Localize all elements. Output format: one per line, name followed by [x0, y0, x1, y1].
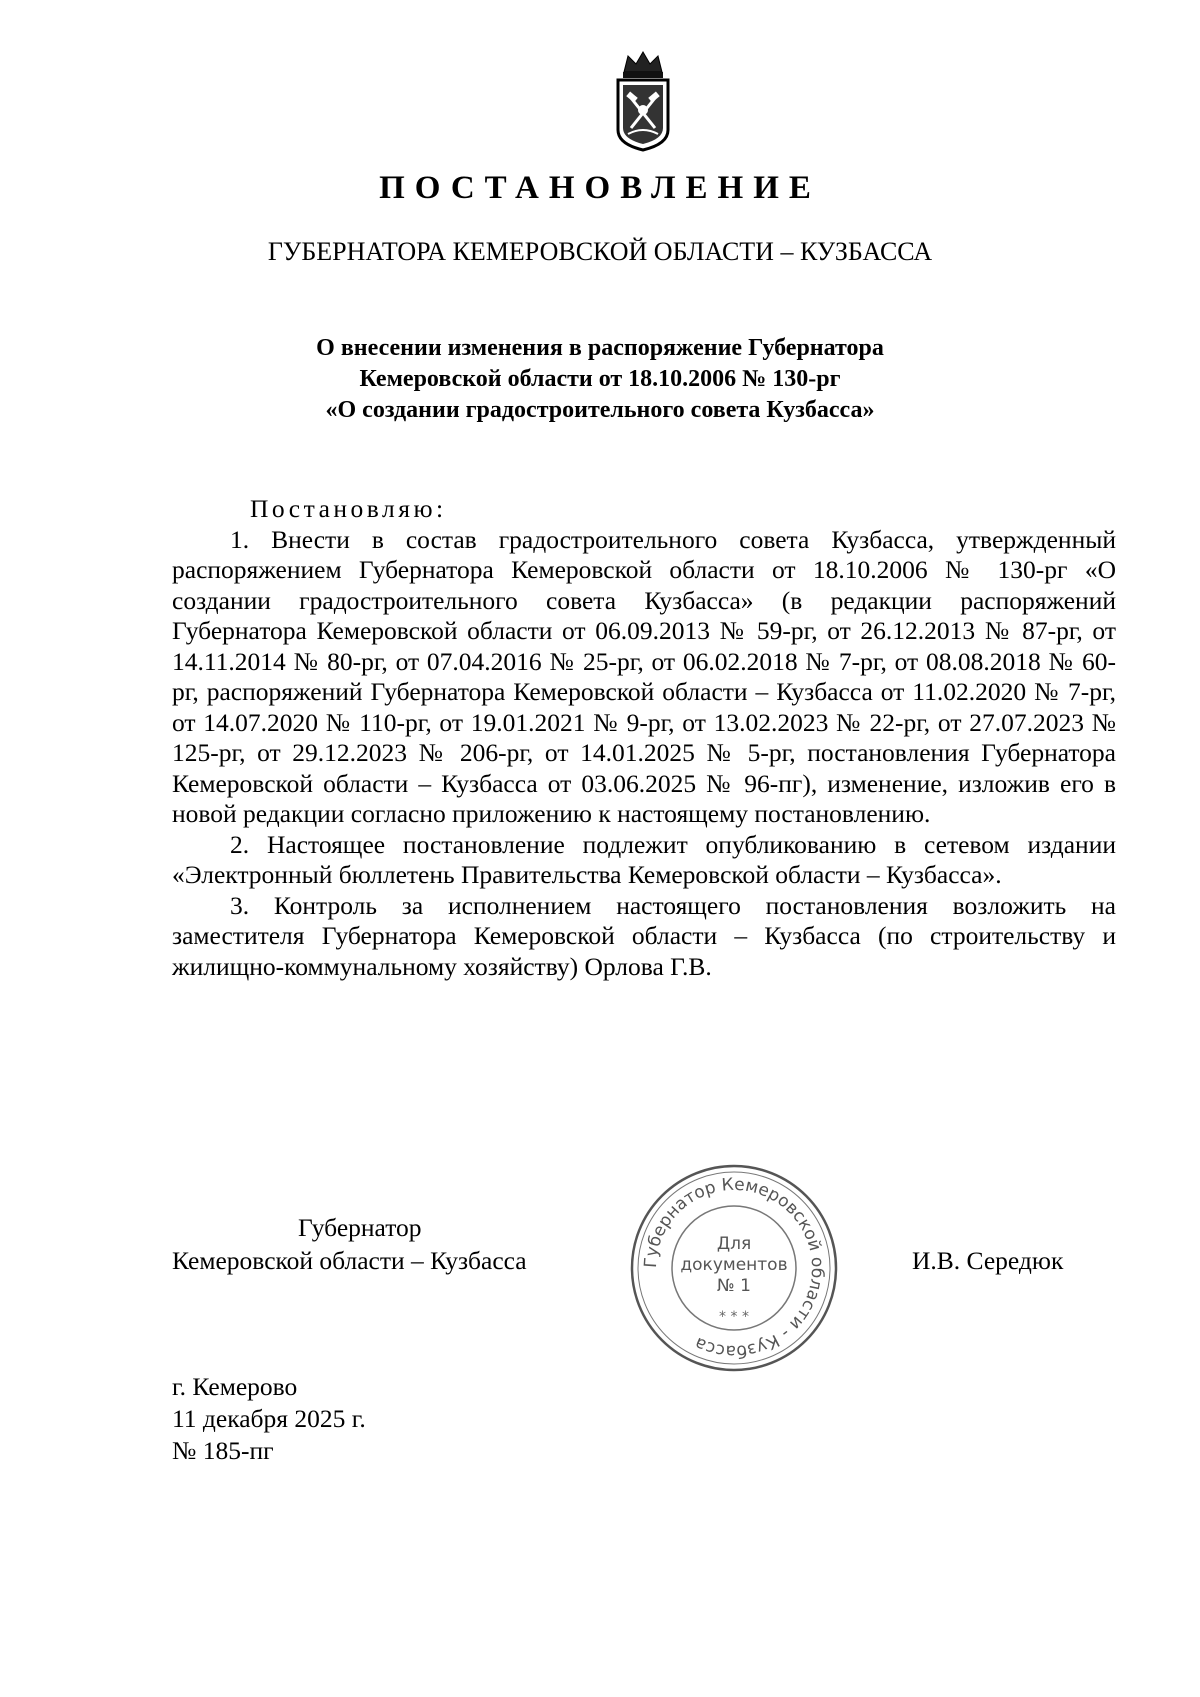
svg-text:Губернатор Кемеровской области: Губернатор Кемеровской области - Кузбасса [640, 1174, 828, 1362]
paragraph-2: 2. Настоящее постановление подлежит опубликованию в сетевом издании «Электронный бюллетень Правительства Кемеровской области – Кузбасса». [172, 829, 1116, 889]
issuer: ГУБЕРНАТОРА КЕМЕРОВСКОЙ ОБЛАСТИ – КУЗБАССА [267, 237, 933, 266]
signatory-organization: Кемеровской области – Кузбасса [172, 1246, 527, 1275]
document-type: ПОСТАНОВЛЕНИЕ [379, 170, 821, 206]
issue-date: 11 декабря 2025 г. [172, 1404, 366, 1433]
issue-city: г. Кемерово [172, 1372, 298, 1401]
signatory-name: И.В. Середюк [912, 1246, 1064, 1275]
official-seal [629, 1163, 839, 1373]
document-body [172, 494, 1116, 982]
subject-line-1: О внесении изменения в распоряжение Губернатора [316, 335, 884, 361]
paragraph-1: 1. Внести в состав градостроительного совета Кузбасса, утвержденный распоряжением Губернатора Кемеровской области от 18.10.2006 № 130-рг «О создании градостроительного совета Кузбасса» (в редакции распоряжений Губернатора Кемеровской области от 06.09.2013 № 59-рг, от 26.12.2013 № 87-рг, от 14.11.2014 № 80-рг, от 07.04.2016 № 25-рг, от 06.02.2018 № 7-рг, от 08.08.2018 № 60-рг, распоряжений Губернатора Кемеровской области – Кузбасса от 11.02.2020 № 7-рг, от 14.07.2020 № 110-рг, от 19.01.2021 № 9-рг, от 13.02.2023 № 22-рг, от 27.07.2023 № 125-рг, от 29.12.2023 № 206-рг, от 14.01.2025 № 5-рг, постановления Губернатора Кемеровской области – Кузбасса от 03.06.2025 № 96-пг), изменение, изложив его в новой редакции согласно приложению к настоящему постановлению. [172, 524, 1116, 828]
svg-text:Для: Для [716, 1234, 752, 1254]
svg-text:* * *: * * * [719, 1309, 749, 1325]
coat-of-arms-icon [614, 50, 672, 152]
document-footer [172, 1371, 366, 1467]
document-subject [230, 333, 970, 426]
paragraph-3: 3. Контроль за исполнением настоящего постановления возложить на заместителя Губернатора Кемеровской области – Кузбасса (по строительству и жилищно-коммунальному хозяйству) Орлова Г.В. [172, 890, 1116, 981]
resolve-line: Постановляю: [250, 494, 447, 523]
svg-text:документов: документов [680, 1255, 788, 1275]
svg-text:№ 1: № 1 [717, 1276, 751, 1296]
subject-line-3: «О создании градостроительного совета Кузбасса» [325, 397, 875, 423]
signatory-title: Губернатор [298, 1213, 422, 1242]
subject-line-2: Кемеровской области от 18.10.2006 № 130-рг [359, 366, 841, 392]
document-number: № 185-пг [172, 1436, 274, 1465]
